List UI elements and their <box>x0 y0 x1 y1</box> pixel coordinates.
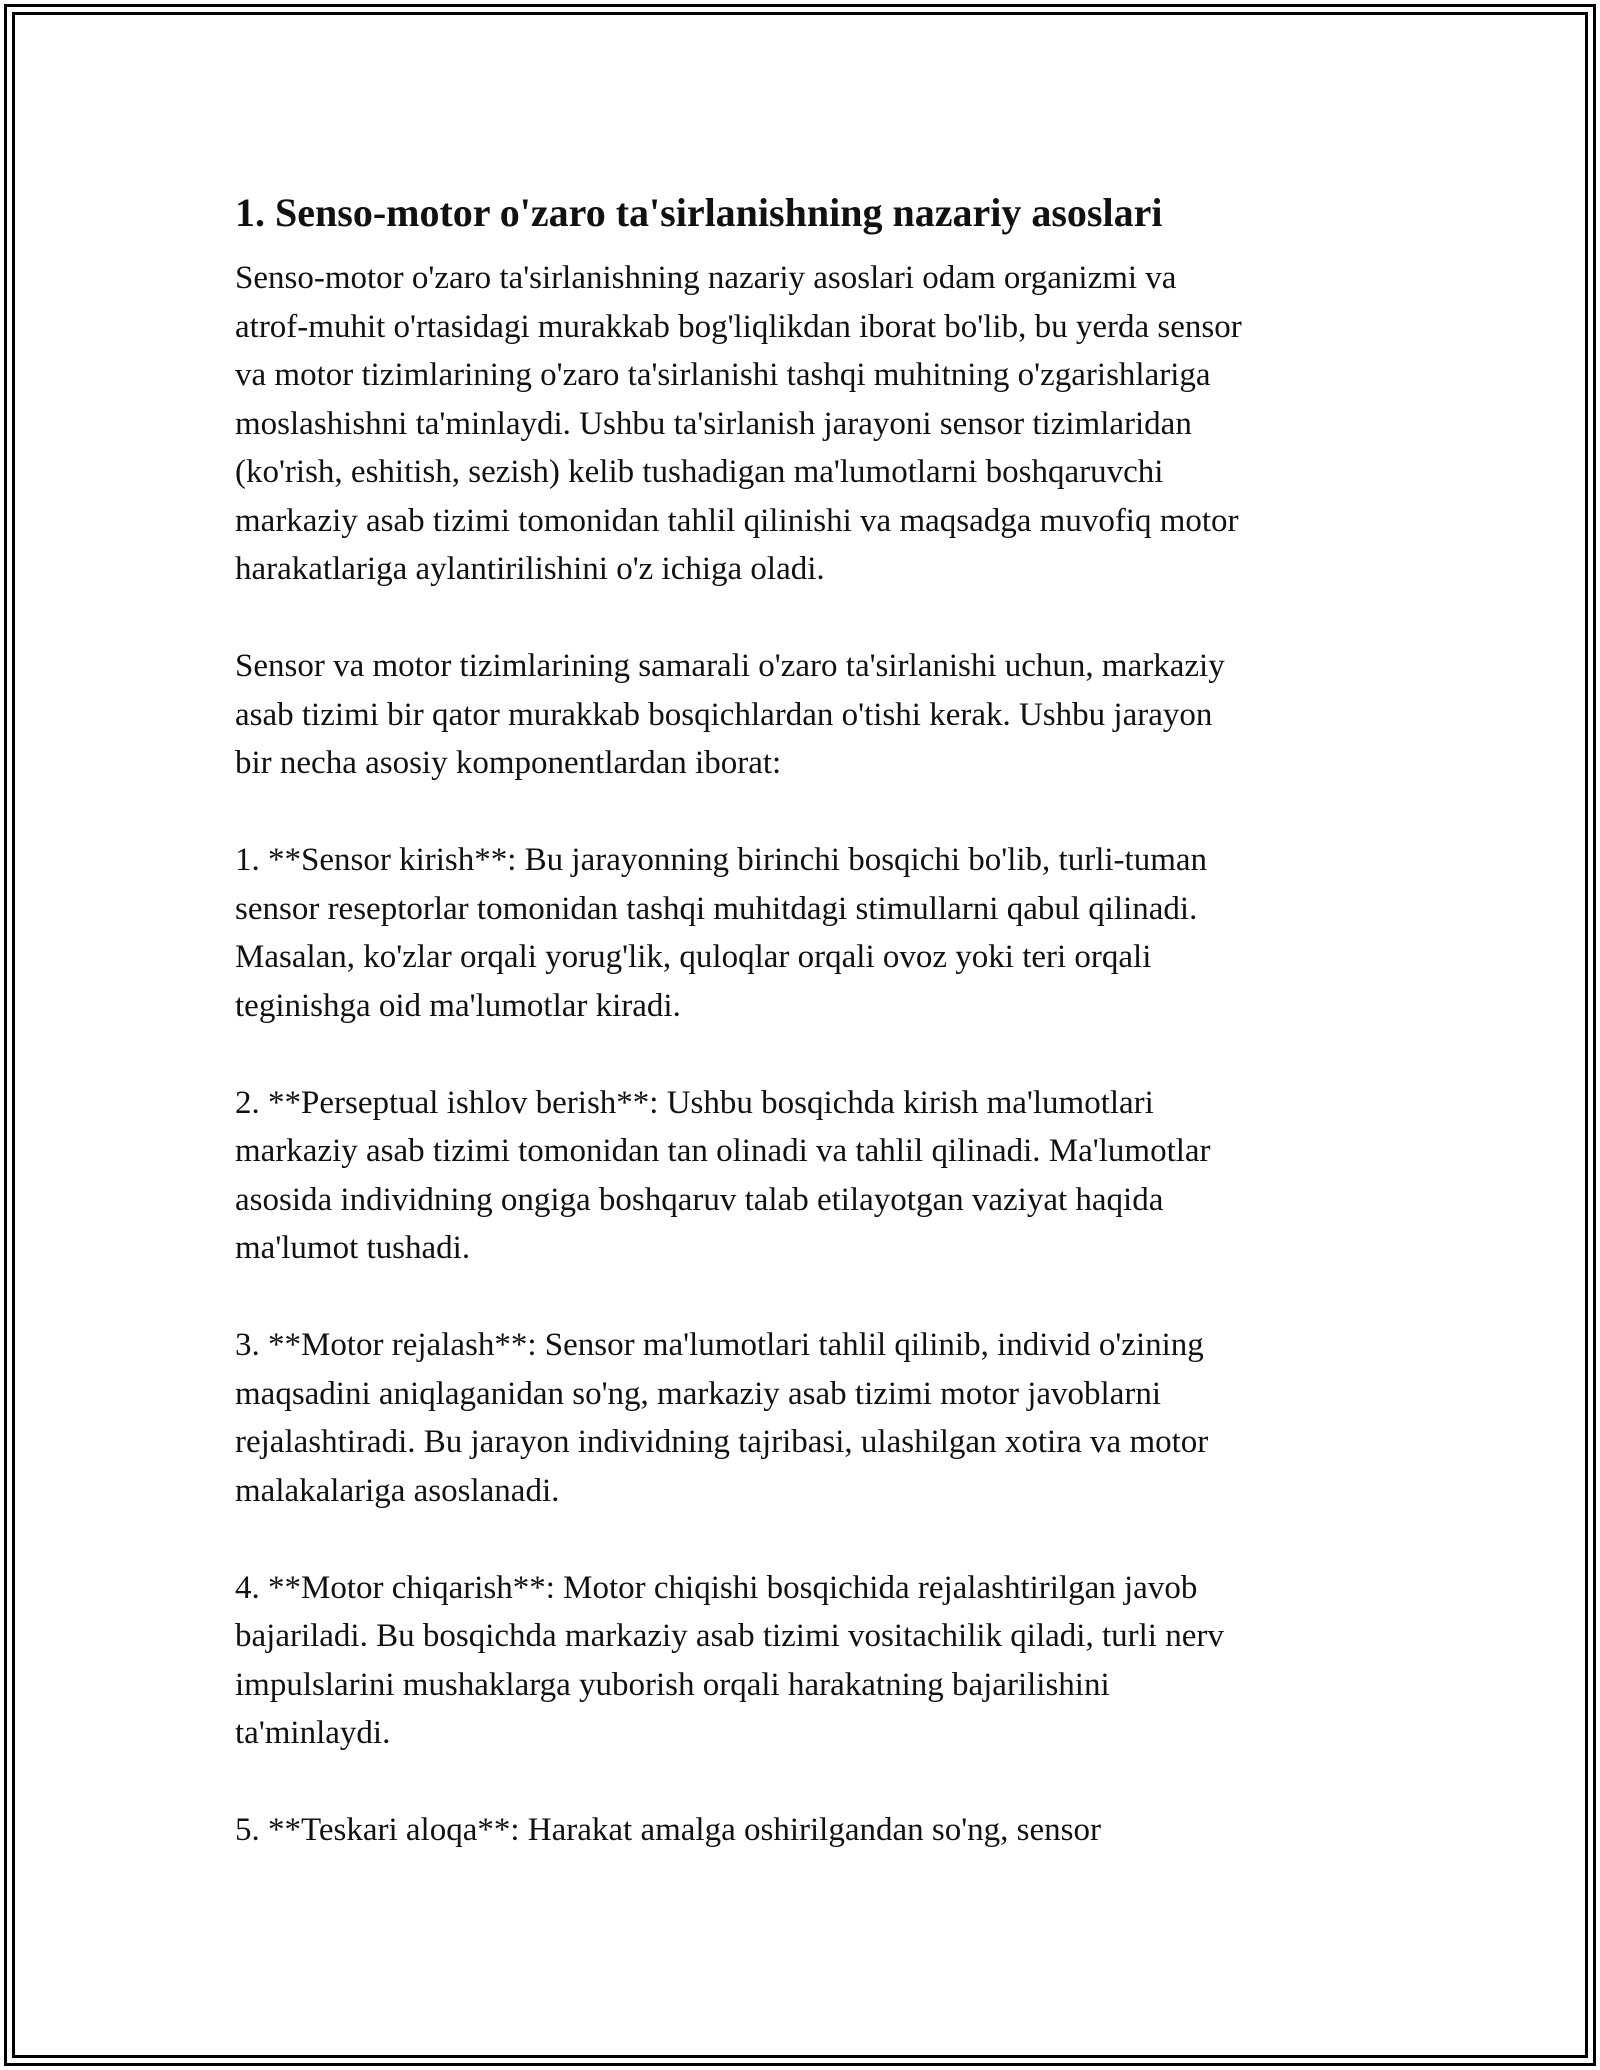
list-item-feedback <box>235 1806 1365 1855</box>
paragraph-line: asosida individning ongiga boshqaruv talab etilayotgan vaziyat haqida <box>235 1181 1164 1218</box>
paragraph-line: harakatlariga aylantirilishini o'z ichiga oladi. <box>235 551 825 587</box>
paragraph-line: ma'lumot tushadi. <box>235 1230 471 1266</box>
paragraph-line: 3. **Motor rejalash**: Sensor ma'lumotlari tahlil qilinib, individ o'zining <box>235 1327 1204 1363</box>
paragraph-line: markaziy asab tizimi tomonidan tan olinadi va tahlil qilinadi. Ma'lumotlar <box>235 1133 1211 1169</box>
paragraph-components-intro <box>235 642 1365 788</box>
paragraph-line: 5. **Teskari aloqa**: Harakat amalga oshirilgandan so'ng, sensor <box>235 1812 1101 1848</box>
paragraph-line: 4. **Motor chiqarish**: Motor chiqishi bosqichida rejalashtirilgan javob <box>235 1569 1198 1606</box>
paragraph-line: moslashishni ta'minlaydi. Ushbu ta'sirlanish jarayoni sensor tizimlaridan <box>235 405 1192 442</box>
paragraph-line: Senso-motor o'zaro ta'sirlanishning nazariy asoslari odam organizmi va <box>235 260 1177 296</box>
paragraph-line: 2. **Perseptual ishlov berish**: Ushbu bosqichda kirish ma'lumotlari <box>235 1084 1154 1121</box>
paragraph-intro <box>235 254 1365 594</box>
paragraph-line: markaziy asab tizimi tomonidan tahlil qilinishi va maqsadga muvofiq motor <box>235 502 1239 539</box>
document-body <box>235 184 1365 1903</box>
list-item-perceptual-processing <box>235 1079 1365 1273</box>
paragraph-line: Masalan, ko'zlar orqali yorug'lik, quloqlar orqali ovoz yoki teri orqali <box>235 939 1152 975</box>
paragraph-line: sensor reseptorlar tomonidan tashqi muhitdagi stimullarni qabul qilinadi. <box>235 890 1198 927</box>
paragraph-line: teginishga oid ma'lumotlar kiradi. <box>235 987 681 1024</box>
paragraph-line: bir necha asosiy komponentlardan iborat: <box>235 745 782 781</box>
paragraph-line: Sensor va motor tizimlarining samarali o'zaro ta'sirlanishi uchun, markaziy <box>235 648 1225 684</box>
list-item-motor-planning <box>235 1321 1365 1515</box>
paragraph-line: maqsadini aniqlaganidan so'ng, markaziy asab tizimi motor javoblarni <box>235 1375 1162 1412</box>
paragraph-line: rejalashtiradi. Bu jarayon individning tajribasi, ulashilgan xotira va motor <box>235 1424 1209 1460</box>
paragraph-line: va motor tizimlarining o'zaro ta'sirlanishi tashqi muhitning o'zgarishlariga <box>235 357 1211 393</box>
paragraph-line: 1. **Sensor kirish**: Bu jarayonning birinchi bosqichi bo'lib, turli-tuman <box>235 842 1208 878</box>
paragraph-line: ta'minlaydi. <box>235 1715 391 1751</box>
paragraph-line: atrof-muhit o'rtasidagi murakkab bog'liqlikdan iborat bo'lib, bu yerda sensor <box>235 308 1242 345</box>
list-item-motor-output <box>235 1564 1365 1758</box>
paragraph-line: asab tizimi bir qator murakkab bosqichlardan o'tishi kerak. Ushbu jarayon <box>235 696 1213 733</box>
section-heading: 1. Senso-motor o'zaro ta'sirlanishning nazariy asoslari <box>235 190 1163 235</box>
paragraph-line: malakalariga asoslanadi. <box>235 1472 560 1509</box>
list-item-sensor-input <box>235 836 1365 1030</box>
paragraph-line: impulslarini mushaklarga yuborish orqali harakatning bajarilishini <box>235 1666 1110 1703</box>
paragraph-line: (ko'rish, eshitish, sezish) kelib tushadigan ma'lumotlarni boshqaruvchi <box>235 454 1164 490</box>
paragraph-line: bajariladi. Bu bosqichda markaziy asab tizimi vositachilik qiladi, turli nerv <box>235 1618 1224 1654</box>
